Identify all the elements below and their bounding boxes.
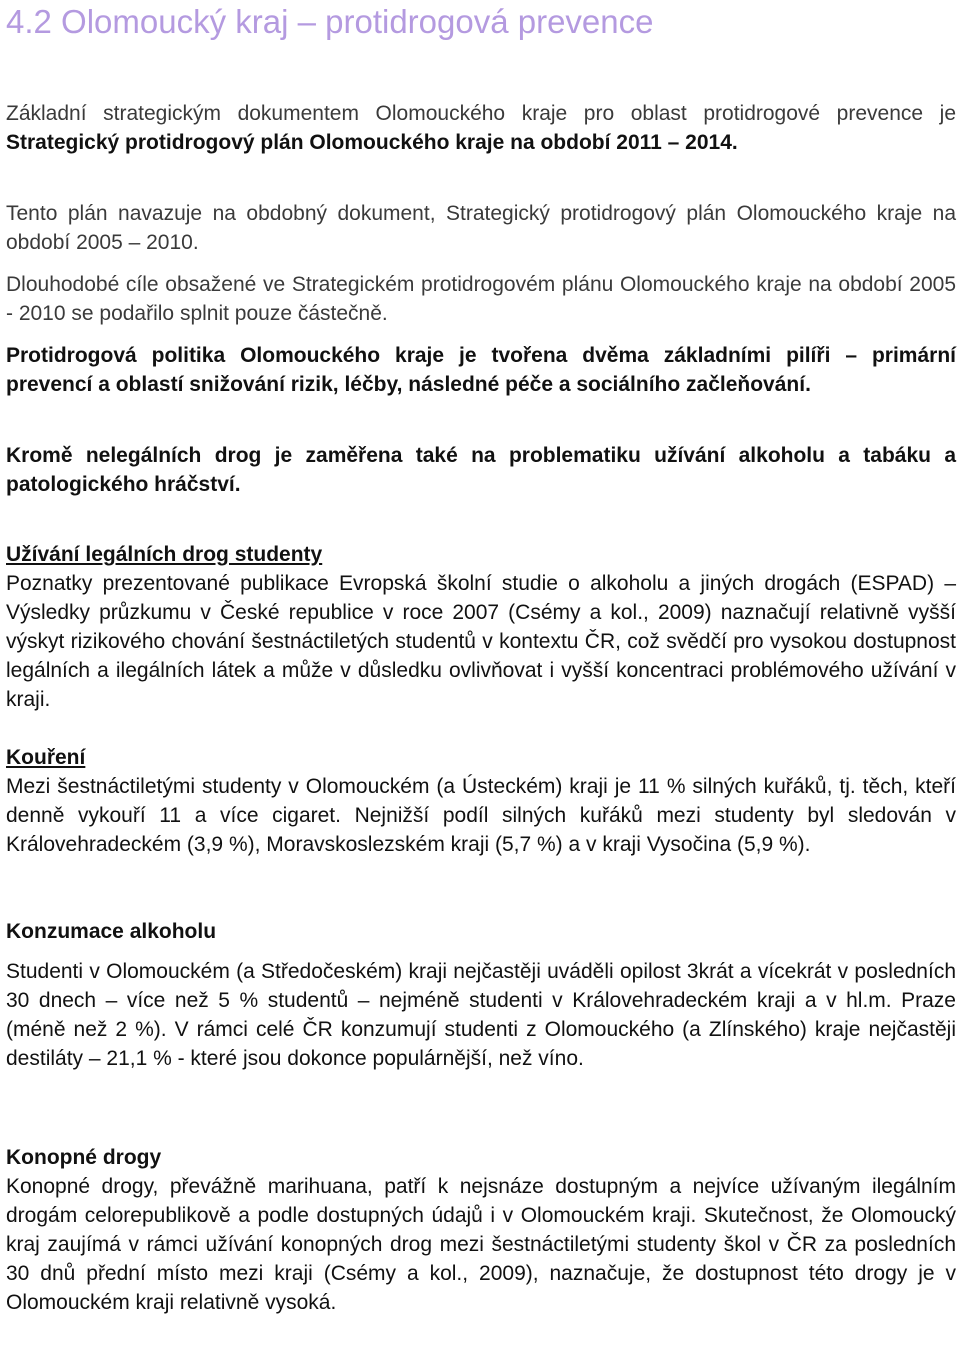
section-alcohol bbox=[6, 917, 956, 1073]
intro-paragraph-1 bbox=[6, 99, 956, 157]
section-cannabis bbox=[6, 1143, 956, 1317]
section-heading-cannabis: Konopné drogy bbox=[6, 1146, 162, 1169]
section-heading-alcohol: Konzumace alkoholu bbox=[6, 920, 217, 943]
page-title: 4.2 Olomoucký kraj – protidrogová prevence bbox=[6, 3, 654, 40]
section-heading-smoking: Kouření bbox=[6, 746, 86, 769]
section-smoking bbox=[6, 743, 956, 859]
section-heading-legal-drugs: Užívání legálních drog studenty bbox=[6, 543, 323, 566]
intro-paragraph-4: Protidrogová politika Olomouckého kraje je tvořena dvěma základními pilíři – primární prevencí a oblastí snižování rizik, léčby, následné péče a sociálního začleňování. bbox=[6, 344, 956, 396]
intro-paragraph-5: Kromě nelegálních drog je zaměřena také na problematiku užívání alkoholu a tabáku a patologického hráčství. bbox=[6, 444, 956, 496]
intro-paragraph-3: Dlouhodobé cíle obsažené ve Strategickém protidrogovém plánu Olomouckého kraje na období 2005 - 2010 se podařilo splnit pouze částečně. bbox=[6, 273, 956, 325]
section-text-alcohol: Studenti v Olomouckém (a Středočeském) kraji nejčastěji uváděli opilost 3krát a vícekrát v posledních 30 dnech – více než 5 % studentů – nejméně studenti v Královehradeckém kraji a v hl.m. Praze (méně než 2 %). V rámci celé ČR konzumují studenti z Olomouckého (a Zlínského) kraje nejčastěji destiláty – 21,1 % - které jsou dokonce populárnější, než víno. bbox=[6, 960, 956, 1070]
intro-paragraph-1-text: Základní strategickým dokumentem Olomouckého kraje pro oblast protidrogové prevence je bbox=[6, 102, 956, 125]
intro-paragraph-2: Tento plán navazuje na obdobný dokument, Strategický protidrogový plán Olomouckého kraje na období 2005 – 2010. bbox=[6, 202, 956, 254]
section-text-cannabis: Konopné drogy, převážně marihuana, patří k nejsnáze dostupným a nejvíce užívaným ilegálním drogám celorepublikově a podle dostupných údajů i v Olomouckém kraji. Skutečnost, že Olomoucký kraj zaujímá v rámci užívání konopných drog mezi šestnáctiletými studenty škol v ČR za posledních 30 dnů přední místo mezi kraji (Csémy a kol., 2009), naznačuje, že dostupnost této drogy je v Olomouckém kraji relativně vysoká. bbox=[6, 1175, 956, 1314]
section-text-legal-drugs: Poznatky prezentované publikace Evropská školní studie o alkoholu a jiných drogách (ESPAD) – Výsledky průzkumu v České republice v roce 2007 (Csémy a kol., 2009) naznačují relativně vyšší výskyt rizikového chování šestnáctiletých studentů v kontextu ČR, což svědčí pro vysokou dostupnost legálních a ilegálních látek a může v důsledku ovlivňovat i vyšší koncentraci problémového užívání v kraji. bbox=[6, 572, 956, 711]
intro-paragraph-1-bold: Strategický protidrogový plán Olomouckého kraje na období 2011 – 2014. bbox=[6, 131, 738, 154]
section-legal-drugs bbox=[6, 540, 956, 714]
section-text-smoking: Mezi šestnáctiletými studenty v Olomouckém (a Ústeckém) kraji je 11 % silných kuřáků, tj. těch, kteří denně vykouří 11 a více cigaret. Nejnižší podíl silných kuřáků mezi studenty byl sledován v Královehradeckém (3,9 %), Moravskoslezském kraji (5,7 %) a v kraji Vysočina (5,9 %). bbox=[6, 775, 956, 856]
